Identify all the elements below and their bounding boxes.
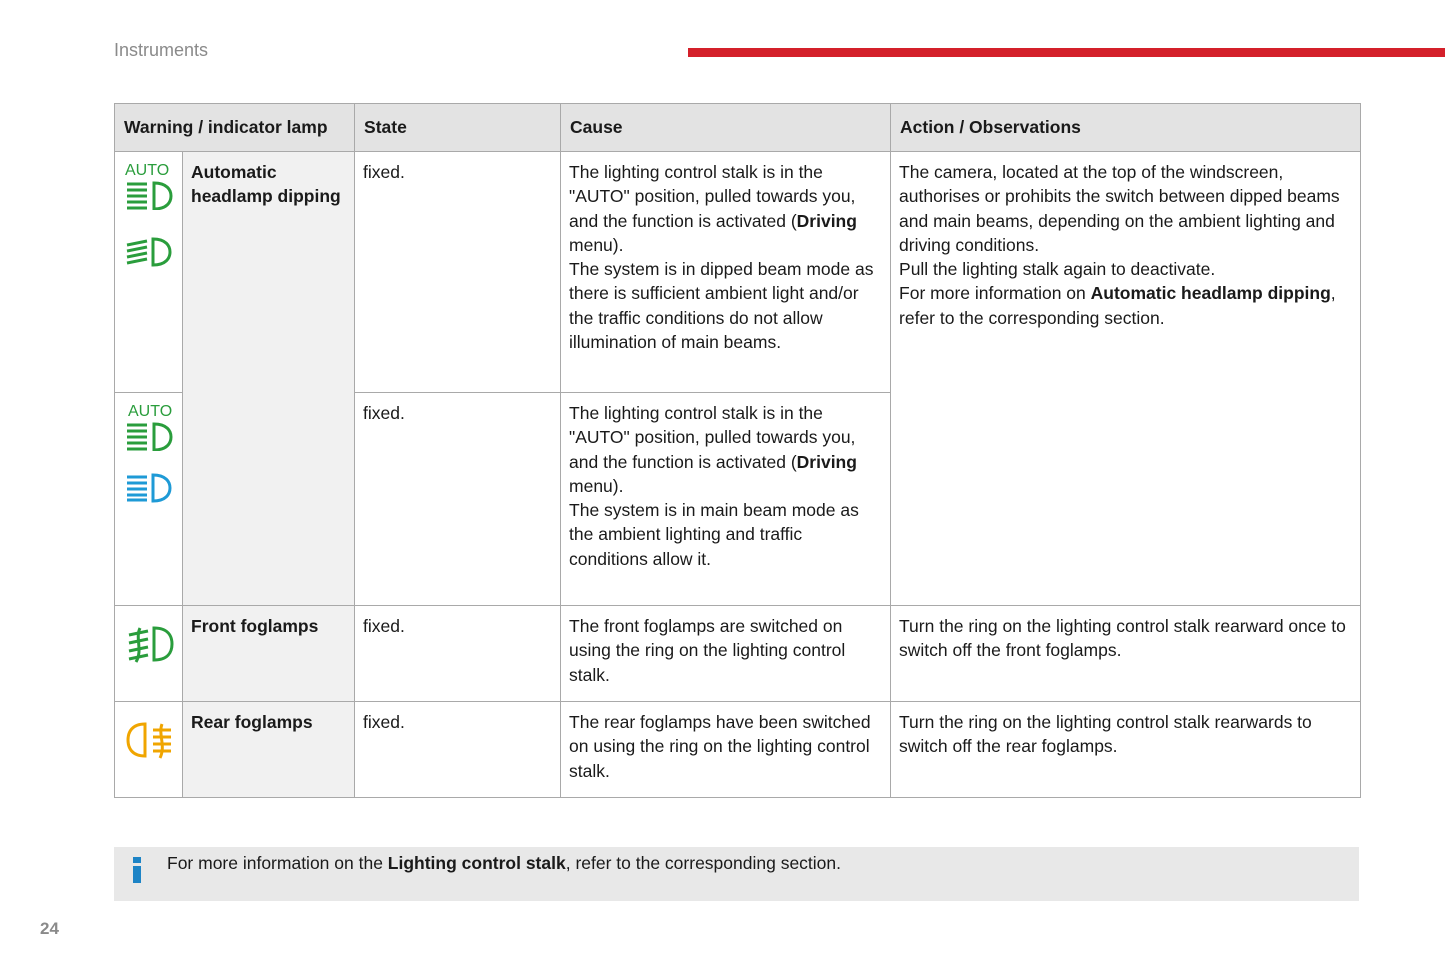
action-cell: Turn the ring on the lighting control stalk rearward once to switch off the front foglamps.	[891, 606, 1361, 702]
state-cell: fixed.	[355, 152, 561, 393]
front-foglamp-green-icon	[123, 624, 177, 664]
action-line2: Pull the lighting stalk again to deactivate.	[899, 259, 1216, 280]
rear-foglamp-amber-icon	[123, 720, 177, 760]
info-text-end: , refer to the corresponding section.	[565, 853, 842, 873]
info-icon	[130, 855, 144, 885]
cause-cell	[561, 393, 891, 606]
lamp-icon-cell	[115, 606, 183, 702]
info-text-start: For more information on the	[167, 853, 388, 873]
info-text-bold: Lighting control stalk	[387, 853, 566, 873]
action-cell: Turn the ring on the lighting control stalk rearwards to switch off the rear foglamps.	[891, 702, 1361, 798]
lamp-name-front-foglamps: Front foglamps	[183, 606, 355, 702]
dipped-beam-green-icon	[123, 236, 177, 270]
action-cell	[891, 152, 1361, 606]
cause-extra: The system is in dipped beam mode as there is sufficient ambient light and/or the traffic conditions do not allow illumination of main beams.	[569, 259, 874, 353]
header-warning-lamp: Warning / indicator lamp	[115, 104, 355, 152]
auto-text: AUTO	[128, 403, 173, 420]
info-text	[167, 853, 841, 874]
state-cell: fixed.	[355, 393, 561, 606]
section-title: Instruments	[114, 40, 209, 60]
page-number: 24	[40, 919, 59, 938]
header-cause: Cause	[561, 104, 891, 152]
header-action: Action / Observations	[891, 104, 1361, 152]
state-cell: fixed.	[355, 702, 561, 798]
main-beam-blue-icon	[123, 473, 177, 503]
auto-main-beam-green-icon	[123, 160, 177, 210]
lamp-icon-cell	[115, 152, 183, 393]
header-accent-bar	[688, 48, 1445, 57]
action-line1: The camera, located at the top of the windscreen, authorises or prohibits the switch between dipped beams and main beams, depending on the ambient lighting and driving conditions.	[899, 162, 1340, 255]
table-header-row	[115, 104, 1361, 152]
cause-cell: The rear foglamps have been switched on using the ring on the lighting control stalk.	[561, 702, 891, 798]
auto-text: AUTO	[125, 162, 170, 179]
lamp-icon-cell	[115, 702, 183, 798]
lamp-name-rear-foglamps: Rear foglamps	[183, 702, 355, 798]
cause-extra: The system is in main beam mode as the ambient lighting and traffic conditions allow it.	[569, 500, 859, 569]
table-row	[115, 152, 1361, 393]
lamp-icon-cell	[115, 393, 183, 606]
table-row	[115, 606, 1361, 702]
cause-text-end: menu).	[569, 475, 624, 496]
info-box	[114, 847, 1359, 901]
auto-main-beam-green-icon	[123, 401, 177, 451]
cause-cell	[561, 152, 891, 393]
cause-text: The lighting control stalk is in the "AUTO" position, pulled towards you, and the function is activated (	[569, 162, 856, 231]
cause-bold: Driving	[796, 210, 857, 231]
header-state: State	[355, 104, 561, 152]
cause-text-end: menu).	[569, 234, 624, 255]
warning-lamp-table	[114, 103, 1361, 798]
action-more-info: For more information on	[899, 283, 1091, 304]
state-cell: fixed.	[355, 606, 561, 702]
table-row	[115, 702, 1361, 798]
cause-bold: Driving	[796, 451, 857, 472]
cause-cell: The front foglamps are switched on using the ring on the lighting control stalk.	[561, 606, 891, 702]
lamp-name-auto-headlamp: Automatic headlamp dipping	[183, 152, 355, 606]
action-more-info-end: , refer to the corresponding section.	[899, 283, 1336, 328]
cause-text: The lighting control stalk is in the "AUTO" position, pulled towards you, and the function is activated (	[569, 403, 856, 472]
action-bold: Automatic headlamp dipping	[1090, 283, 1331, 304]
